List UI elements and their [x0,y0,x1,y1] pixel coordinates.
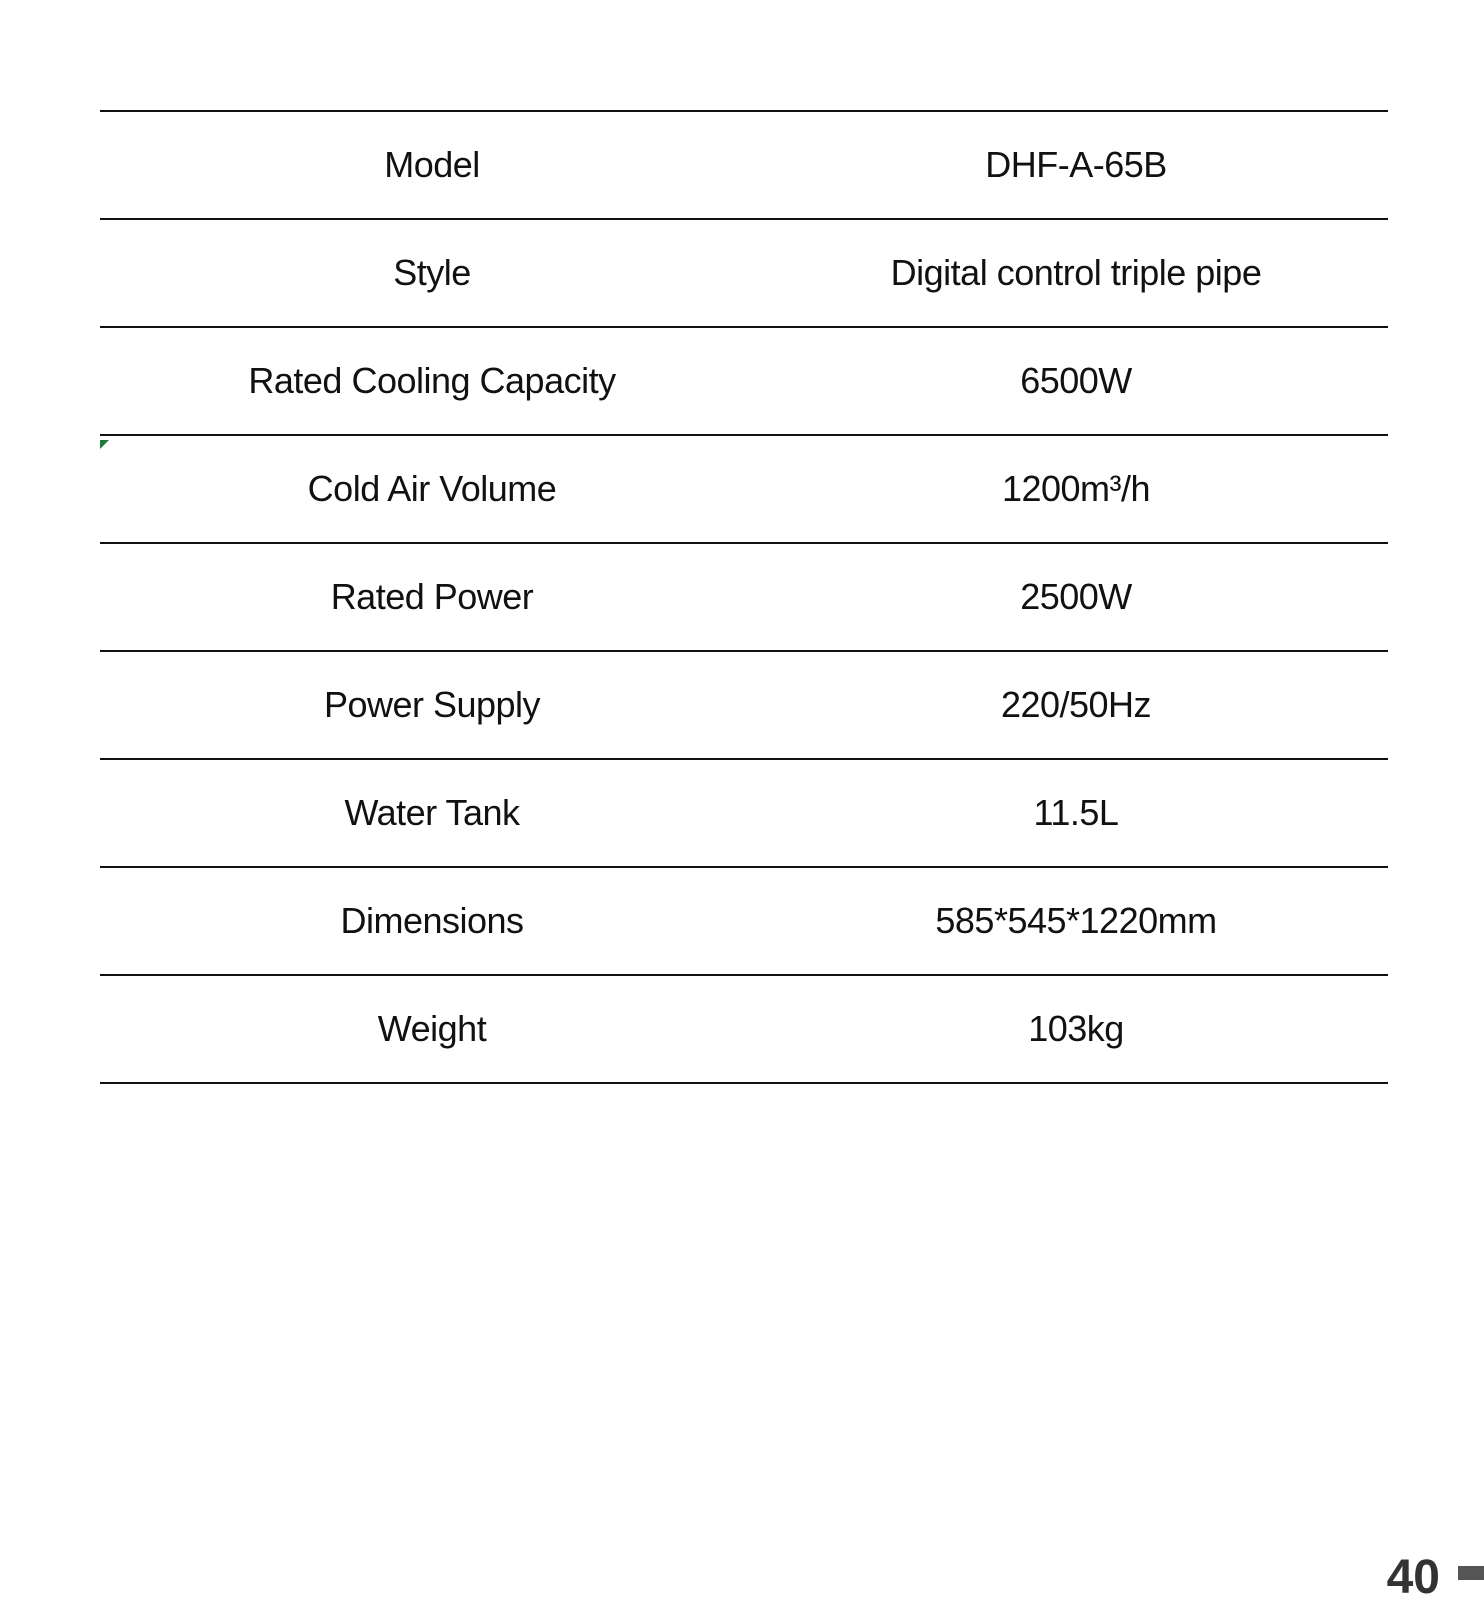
spec-value-power-supply: 220/50Hz [1000,684,1152,725]
table-row [100,651,1388,759]
page-tab-marker [1458,1566,1484,1580]
table-row [100,435,1388,543]
spec-value-style: Digital control triple pipe [890,252,1262,293]
spec-label-weight: Weight [377,1008,487,1049]
table-row [100,867,1388,975]
table-row [100,975,1388,1083]
specification-table [100,110,1388,1084]
spec-value-weight: 103kg [1028,1008,1124,1049]
spec-value-model: DHF-A-65B [985,144,1167,185]
table-row [100,543,1388,651]
spec-label-dimensions: Dimensions [340,900,524,941]
table-row [100,327,1388,435]
table-row [100,219,1388,327]
spec-label-style: Style [393,252,471,293]
spec-label-rated-power: Rated Power [330,576,534,617]
spec-label-power-supply: Power Supply [323,684,541,725]
table-row [100,111,1388,219]
spec-label-rated-cooling-capacity: Rated Cooling Capacity [248,360,616,401]
table-row [100,759,1388,867]
spec-label-water-tank: Water Tank [344,792,520,833]
spec-value-water-tank: 11.5L [1033,792,1119,833]
spec-label-model: Model [384,144,480,185]
spec-value-rated-power: 2500W [1020,576,1132,617]
spec-value-dimensions: 585*545*1220mm [935,900,1217,941]
page-number: 40 [1386,1551,1440,1604]
spec-value-cold-air-volume: 1200m³/h [1001,468,1151,509]
spec-label-cold-air-volume: Cold Air Volume [307,468,557,509]
spec-value-rated-cooling-capacity: 6500W [1020,360,1132,401]
